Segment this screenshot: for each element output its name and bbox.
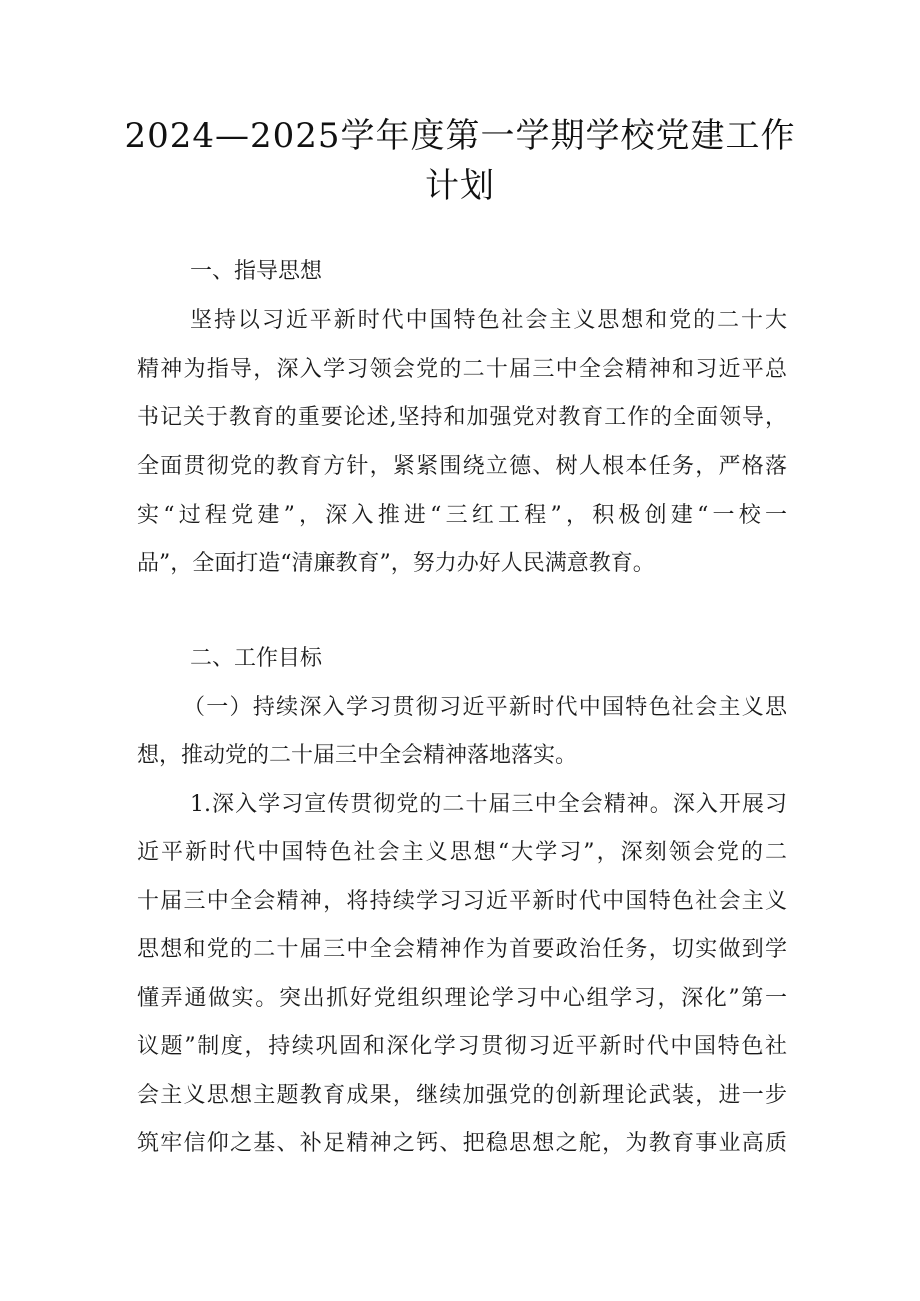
paragraph-line: 十届三中全会精神，将持续学习习近平新时代中国特色社会主义 bbox=[137, 889, 787, 914]
paragraph-line: 实“过程党建”，深入推进“三红工程”，积极创建“一校一 bbox=[137, 503, 787, 528]
paragraph-line: 坚持以习近平新时代中国特色社会主义思想和党的二十大 bbox=[190, 308, 787, 333]
paragraph-line: 议题”制度，持续巩固和深化学习贯彻习近平新时代中国特色社 bbox=[137, 1034, 787, 1059]
paragraph-line: 全面贯彻党的教育方针，紧紧围绕立德、树人根本任务，严格落 bbox=[137, 454, 787, 479]
paragraph-line: 会主义思想主题教育成果，继续加强党的创新理论武装，进一步 bbox=[137, 1083, 787, 1108]
subheading-line: 想，推动党的二十届三中全会精神落地落实。 bbox=[137, 743, 578, 768]
paragraph-line: 懂弄通做实。突出抓好党组织理论学习中心组学习，深化”第一 bbox=[137, 986, 787, 1011]
document-title-line-2: 计划 bbox=[425, 166, 495, 206]
subheading-line: （一）持续深入学习贯彻习近平新时代中国特色社会主义思 bbox=[183, 695, 787, 720]
section-heading-work-goals: 二、工作目标 bbox=[190, 646, 323, 671]
paragraph-line: 1.深入学习宣传贯彻党的二十届三中全会精神。深入开展习 bbox=[190, 792, 787, 817]
paragraph-line: 筑牢信仰之基、补足精神之钙、把稳思想之舵，为教育事业高质 bbox=[137, 1131, 787, 1156]
document-title-line-1: 2024—2025学年度第一学期学校党建工作 bbox=[124, 116, 796, 156]
paragraph-line: 思想和党的二十届三中全会精神作为首要政治任务，切实做到学 bbox=[137, 937, 787, 962]
section-heading-guiding-ideology: 一、指导思想 bbox=[190, 259, 323, 284]
paragraph-line: 精神为指导，深入学习领会党的二十届三中全会精神和习近平总 bbox=[137, 357, 787, 382]
paragraph-line: 书记关于教育的重要论述,坚持和加强党对教育工作的全面领导， bbox=[137, 405, 787, 430]
paragraph-line: 近平新时代中国特色社会主义思想“大学习”，深刻领会党的二 bbox=[137, 840, 787, 865]
paragraph-line: 品”，全面打造“清廉教育”，努力办好人民满意教育。 bbox=[137, 551, 655, 576]
